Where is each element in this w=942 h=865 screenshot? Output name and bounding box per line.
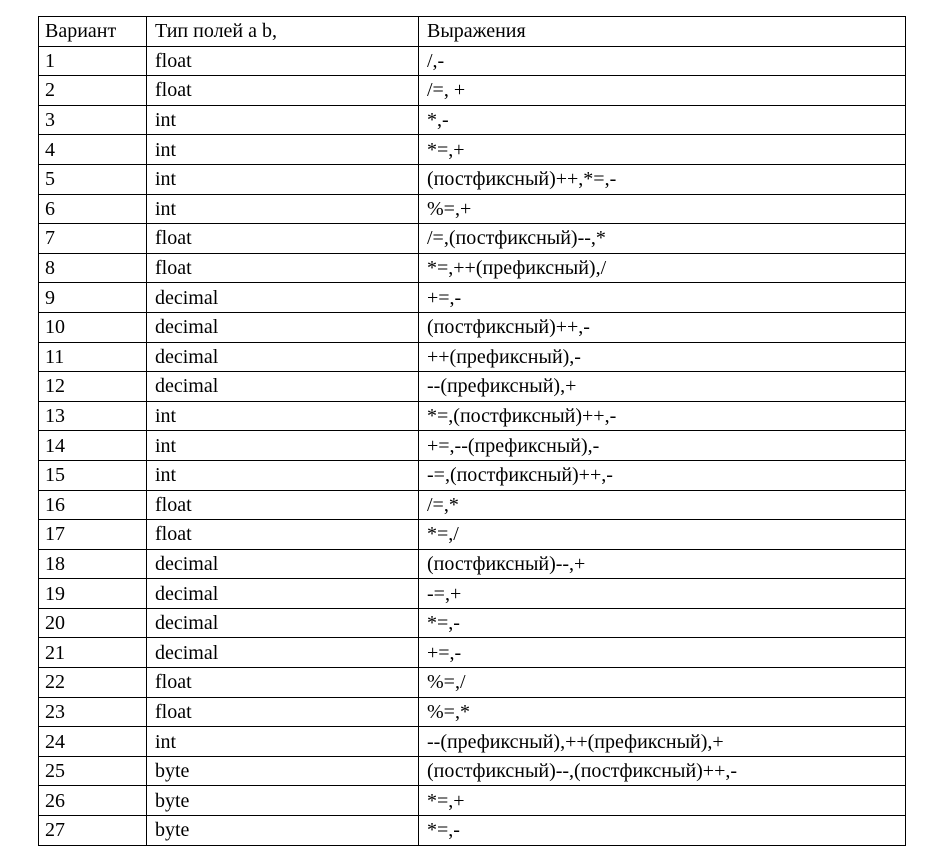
variant-number-cell: 14: [39, 431, 147, 461]
variant-number-cell: 18: [39, 549, 147, 579]
table-row: [39, 342, 906, 372]
field-type-cell: int: [147, 401, 419, 431]
header-expressions: Выражения: [419, 17, 906, 47]
variant-number-cell: 13: [39, 401, 147, 431]
field-type-cell: float: [147, 224, 419, 254]
variant-number-cell: 19: [39, 579, 147, 609]
variant-number-cell: 22: [39, 668, 147, 698]
table-row: [39, 697, 906, 727]
table-row: [39, 460, 906, 490]
field-type-cell: decimal: [147, 342, 419, 372]
variant-number-cell: 16: [39, 490, 147, 520]
expressions-cell: /=,*: [419, 490, 906, 520]
field-type-cell: float: [147, 46, 419, 76]
variant-number-cell: 6: [39, 194, 147, 224]
variant-number-cell: 2: [39, 76, 147, 106]
expressions-cell: %=,+: [419, 194, 906, 224]
field-type-cell: byte: [147, 756, 419, 786]
table-row: [39, 786, 906, 816]
table-row: [39, 608, 906, 638]
table-row: [39, 756, 906, 786]
expressions-cell: (постфиксный)--,+: [419, 549, 906, 579]
header-row: [39, 17, 906, 47]
table-row: [39, 224, 906, 254]
expressions-cell: -=,(постфиксный)++,-: [419, 460, 906, 490]
variant-number-cell: 1: [39, 46, 147, 76]
expressions-cell: (постфиксный)++,*=,-: [419, 164, 906, 194]
table-row: [39, 727, 906, 757]
variant-number-cell: 20: [39, 608, 147, 638]
field-type-cell: float: [147, 668, 419, 698]
expressions-cell: /=,(постфиксный)--,*: [419, 224, 906, 254]
field-type-cell: float: [147, 76, 419, 106]
table-row: [39, 46, 906, 76]
table-row: [39, 312, 906, 342]
table-row: [39, 401, 906, 431]
field-type-cell: decimal: [147, 579, 419, 609]
table-row: [39, 520, 906, 550]
field-type-cell: decimal: [147, 283, 419, 313]
table-row: [39, 372, 906, 402]
variants-table: [38, 16, 906, 846]
expressions-cell: *=,-: [419, 816, 906, 846]
field-type-cell: byte: [147, 816, 419, 846]
expressions-cell: *=,-: [419, 608, 906, 638]
field-type-cell: decimal: [147, 549, 419, 579]
table-row: [39, 76, 906, 106]
table-row: [39, 164, 906, 194]
variant-number-cell: 11: [39, 342, 147, 372]
expressions-cell: *=,(постфиксный)++,-: [419, 401, 906, 431]
field-type-cell: float: [147, 697, 419, 727]
table-row: [39, 283, 906, 313]
expressions-cell: --(префиксный),++(префиксный),+: [419, 727, 906, 757]
table-row: [39, 431, 906, 461]
expressions-cell: (постфиксный)++,-: [419, 312, 906, 342]
expressions-cell: ++(префиксный),-: [419, 342, 906, 372]
header-field-type: Тип полей a b,: [147, 17, 419, 47]
field-type-cell: float: [147, 253, 419, 283]
table-header: [39, 17, 906, 47]
field-type-cell: int: [147, 727, 419, 757]
table-row: [39, 194, 906, 224]
expressions-cell: +=,--(префиксный),-: [419, 431, 906, 461]
variant-number-cell: 23: [39, 697, 147, 727]
variant-number-cell: 25: [39, 756, 147, 786]
expressions-cell: *=,+: [419, 786, 906, 816]
table-row: [39, 549, 906, 579]
expressions-cell: +=,-: [419, 638, 906, 668]
field-type-cell: float: [147, 490, 419, 520]
table-row: [39, 579, 906, 609]
expressions-cell: *,-: [419, 105, 906, 135]
expressions-cell: %=,/: [419, 668, 906, 698]
variant-number-cell: 12: [39, 372, 147, 402]
table-row: [39, 105, 906, 135]
field-type-cell: decimal: [147, 372, 419, 402]
field-type-cell: float: [147, 520, 419, 550]
variant-number-cell: 15: [39, 460, 147, 490]
variant-number-cell: 21: [39, 638, 147, 668]
field-type-cell: int: [147, 194, 419, 224]
variant-number-cell: 3: [39, 105, 147, 135]
expressions-cell: /=, +: [419, 76, 906, 106]
header-variant: Вариант: [39, 17, 147, 47]
table-body: [39, 46, 906, 845]
variant-number-cell: 8: [39, 253, 147, 283]
variant-number-cell: 27: [39, 816, 147, 846]
expressions-cell: -=,+: [419, 579, 906, 609]
variant-number-cell: 5: [39, 164, 147, 194]
table-row: [39, 490, 906, 520]
expressions-cell: --(префиксный),+: [419, 372, 906, 402]
field-type-cell: int: [147, 105, 419, 135]
table-row: [39, 135, 906, 165]
field-type-cell: byte: [147, 786, 419, 816]
expressions-cell: (постфиксный)--,(постфиксный)++,-: [419, 756, 906, 786]
expressions-cell: /,-: [419, 46, 906, 76]
field-type-cell: decimal: [147, 638, 419, 668]
table-row: [39, 638, 906, 668]
variant-number-cell: 10: [39, 312, 147, 342]
table-row: [39, 253, 906, 283]
field-type-cell: decimal: [147, 312, 419, 342]
table-row: [39, 816, 906, 846]
variant-number-cell: 24: [39, 727, 147, 757]
field-type-cell: int: [147, 460, 419, 490]
field-type-cell: int: [147, 135, 419, 165]
variant-number-cell: 7: [39, 224, 147, 254]
variant-number-cell: 26: [39, 786, 147, 816]
expressions-cell: *=,+: [419, 135, 906, 165]
expressions-cell: %=,*: [419, 697, 906, 727]
variant-number-cell: 4: [39, 135, 147, 165]
variant-number-cell: 17: [39, 520, 147, 550]
table-row: [39, 668, 906, 698]
field-type-cell: int: [147, 431, 419, 461]
field-type-cell: int: [147, 164, 419, 194]
expressions-cell: *=,++(префиксный),/: [419, 253, 906, 283]
expressions-cell: +=,-: [419, 283, 906, 313]
expressions-cell: *=,/: [419, 520, 906, 550]
variant-number-cell: 9: [39, 283, 147, 313]
field-type-cell: decimal: [147, 608, 419, 638]
